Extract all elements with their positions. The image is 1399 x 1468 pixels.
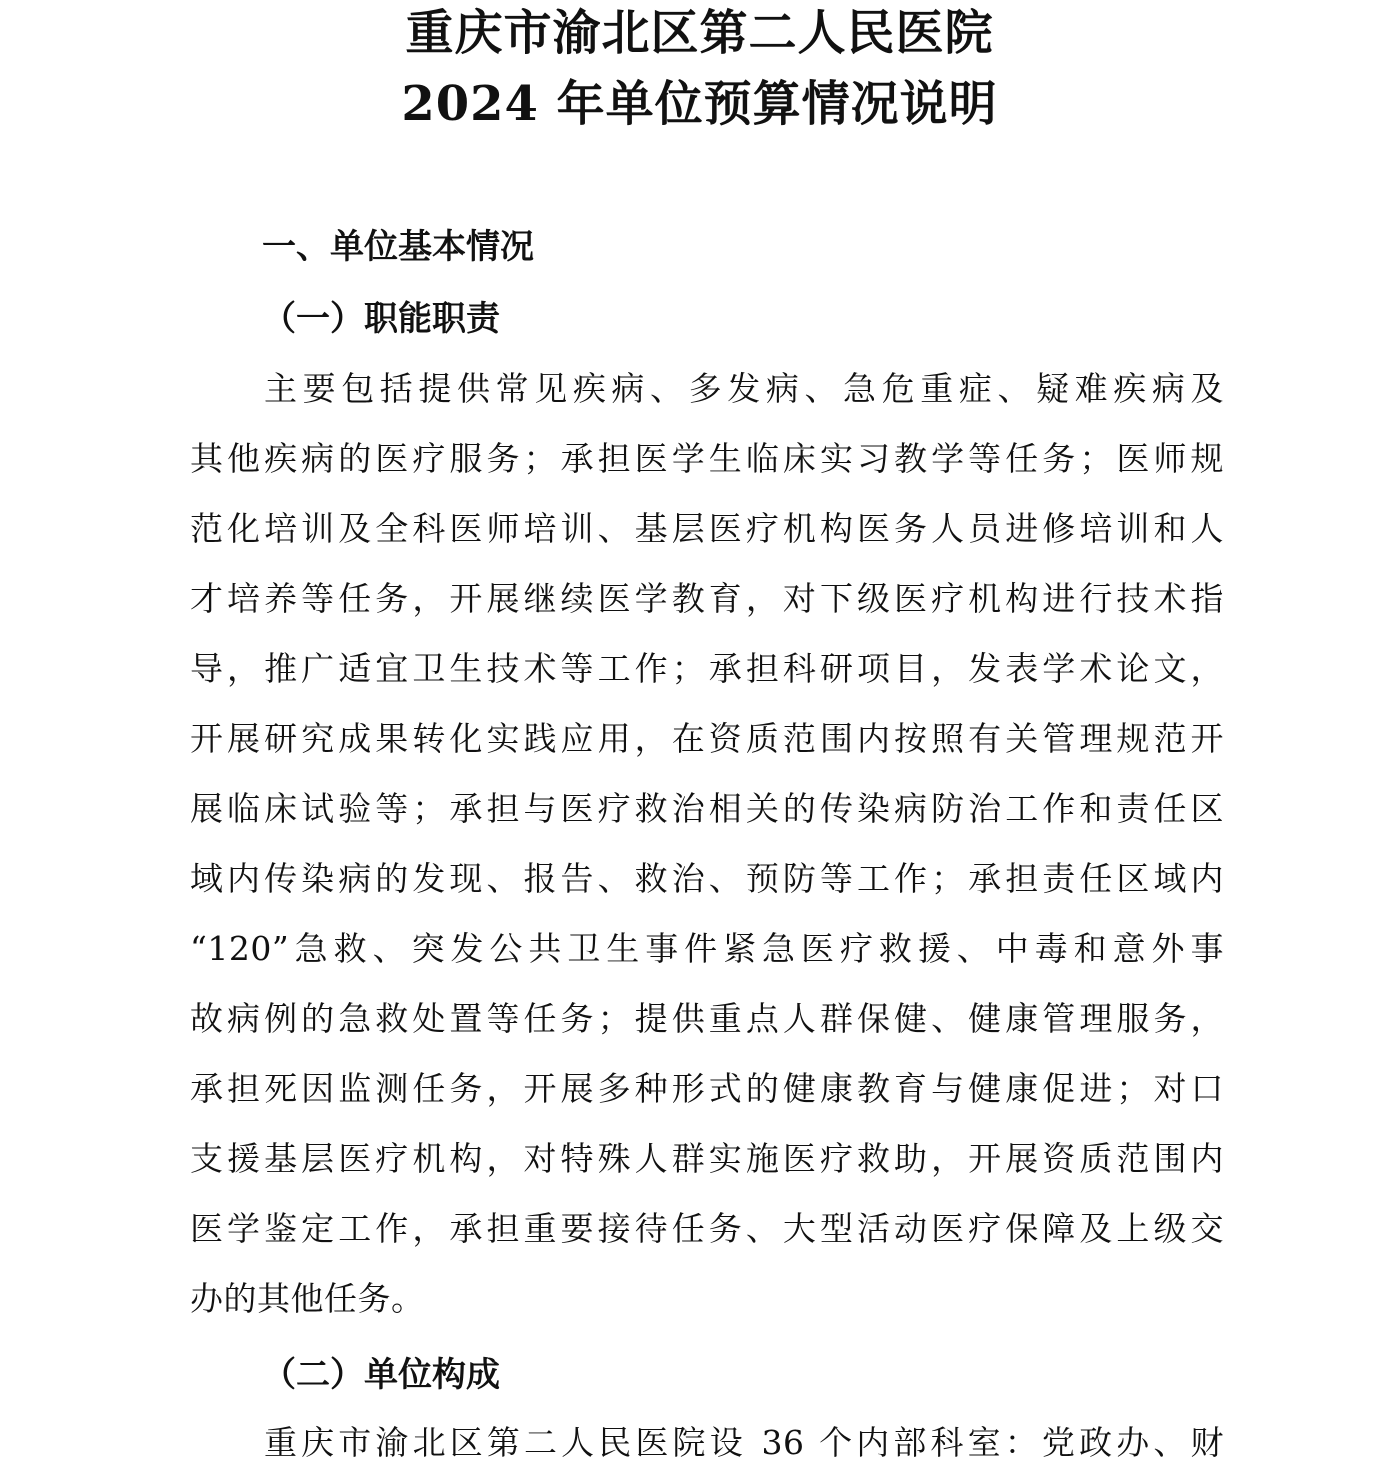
paragraph-line: 医学鉴定工作，承担重要接待任务、大型活动医疗保障及上级交 (190, 1209, 1224, 1248)
paragraph-line: 导，推广适宜卫生技术等工作；承担科研项目，发表学术论文， (190, 649, 1224, 688)
section-heading-basic-info: 一、单位基本情况 (262, 227, 534, 267)
subsection-heading-duties: （一）职能职责 (262, 299, 500, 339)
document-title-line-1: 重庆市渝北区第二人民医院 (405, 5, 994, 61)
paragraph-line: “120”急救、突发公共卫生事件紧急医疗救援、中毒和意外事 (190, 929, 1224, 968)
paragraph-line: 故病例的急救处置等任务；提供重点人群保健、健康管理服务， (190, 999, 1224, 1038)
paragraph-line: 主要包括提供常见疾病、多发病、急危重症、疑难疾病及 (264, 369, 1224, 408)
paragraph-line: 域内传染病的发现、报告、救治、预防等工作；承担责任区域内 (190, 859, 1224, 898)
document-title-line-2: 2024 年单位预算情况说明 (401, 76, 998, 132)
paragraph-line: 范化培训及全科医师培训、基层医疗机构医务人员进修培训和人 (190, 509, 1224, 548)
paragraph-line: 展临床试验等；承担与医疗救治相关的传染病防治工作和责任区 (190, 789, 1224, 828)
subsection-heading-composition: （二）单位构成 (262, 1355, 500, 1395)
paragraph-line: 承担死因监测任务，开展多种形式的健康教育与健康促进；对口 (190, 1069, 1224, 1108)
paragraph-line: 才培养等任务，开展继续医学教育，对下级医疗机构进行技术指 (190, 579, 1224, 618)
paragraph-line: 其他疾病的医疗服务；承担医学生临床实习教学等任务；医师规 (190, 439, 1224, 478)
composition-paragraph-line: 重庆市渝北区第二人民医院设 36 个内部科室：党政办、财 (264, 1423, 1224, 1462)
paragraph-line: 办的其他任务。 (190, 1279, 425, 1318)
paragraph-line: 支援基层医疗机构，对特殊人群实施医疗救助，开展资质范围内 (190, 1139, 1224, 1178)
paragraph-line: 开展研究成果转化实践应用，在资质范围内按照有关管理规范开 (190, 719, 1224, 758)
